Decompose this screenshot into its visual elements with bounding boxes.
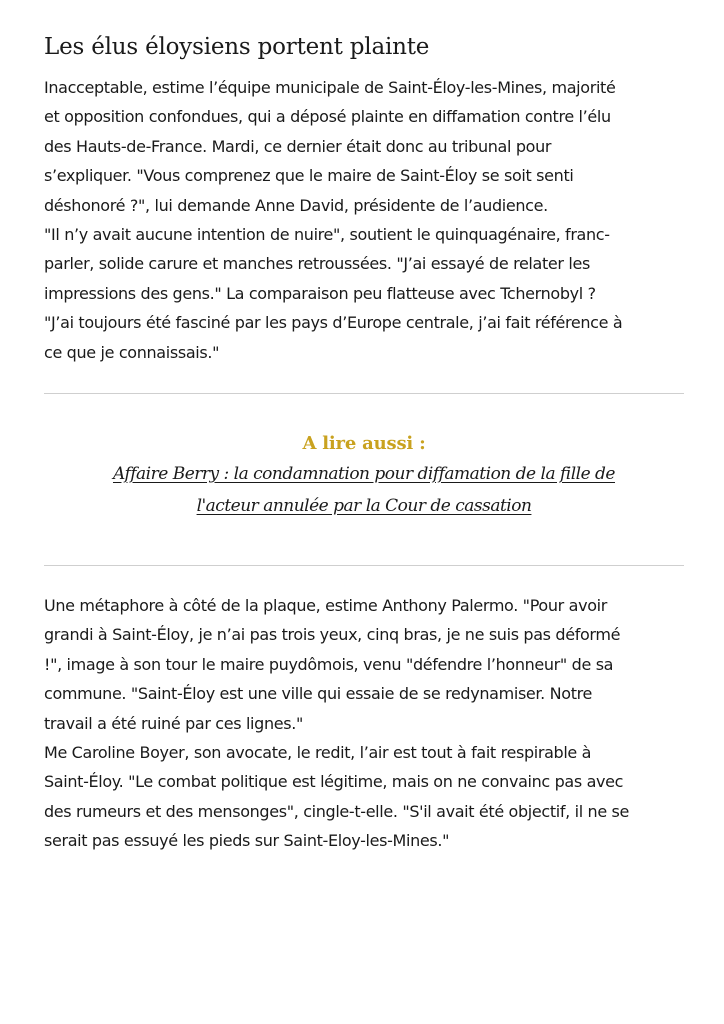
read-more-link-line[interactable]: Affaire Berry : la condamnation pour diffamation de la fille de bbox=[112, 464, 615, 484]
divider-bottom bbox=[44, 565, 684, 566]
paragraph-line: "Il n’y avait aucune intention de nuire", soutient le quinquagénaire, franc- bbox=[44, 225, 610, 245]
read-more-link[interactable] bbox=[44, 458, 684, 522]
article-paragraph-1 bbox=[44, 73, 622, 367]
paragraph-line: parler, solide carure et manches retroussées. "J’ai essayé de relater les bbox=[44, 254, 590, 274]
article-headline: Les élus éloysiens portent plainte bbox=[44, 34, 430, 60]
read-more-box bbox=[44, 430, 684, 522]
paragraph-line: et opposition confondues, qui a déposé plainte en diffamation contre l’élu bbox=[44, 107, 611, 127]
paragraph-line: des Hauts-de-France. Mardi, ce dernier était donc au tribunal pour bbox=[44, 136, 552, 156]
article-paragraph-2 bbox=[44, 591, 629, 856]
paragraph-line: "J’ai toujours été fasciné par les pays d’Europe centrale, j’ai fait référence à bbox=[44, 313, 623, 333]
paragraph-line: grandi à Saint-Éloy, je n’ai pas trois yeux, cinq bras, je ne suis pas déformé bbox=[44, 625, 621, 645]
paragraph-line: Inacceptable, estime l’équipe municipale de Saint-Éloy-les-Mines, majorité bbox=[44, 78, 616, 97]
paragraph-line: travail a été ruiné par ces lignes." bbox=[44, 713, 303, 733]
read-more-link-line[interactable]: l'acteur annulée par la Cour de cassation bbox=[196, 496, 532, 516]
read-more-label: A lire aussi : bbox=[302, 433, 426, 454]
paragraph-line: serait pas essuyé les pieds sur Saint-Eloy-les-Mines." bbox=[44, 831, 450, 851]
paragraph-line: commune. "Saint-Éloy est une ville qui essaie de se redynamiser. Notre bbox=[44, 684, 593, 704]
paragraph-line: Une métaphore à côté de la plaque, estime Anthony Palermo. "Pour avoir bbox=[44, 596, 607, 615]
divider-top bbox=[44, 393, 684, 394]
paragraph-line: s’expliquer. "Vous comprenez que le maire de Saint-Éloy se soit senti bbox=[44, 166, 574, 186]
paragraph-line: Saint-Éloy. "Le combat politique est légitime, mais on ne convainc pas avec bbox=[44, 772, 624, 792]
paragraph-line: ce que je connaissais." bbox=[44, 342, 220, 362]
paragraph-line: Me Caroline Boyer, son avocate, le redit, l’air est tout à fait respirable à bbox=[44, 743, 592, 763]
paragraph-line: déshonoré ?", lui demande Anne David, présidente de l’audience. bbox=[44, 195, 548, 215]
paragraph-line: des rumeurs et des mensonges", cingle-t-elle. "S'il avait été objectif, il ne se bbox=[44, 801, 630, 821]
paragraph-line: impressions des gens." La comparaison peu flatteuse avec Tchernobyl ? bbox=[44, 283, 596, 303]
paragraph-line: !", image à son tour le maire puydômois, venu "défendre l’honneur" de sa bbox=[44, 654, 614, 674]
